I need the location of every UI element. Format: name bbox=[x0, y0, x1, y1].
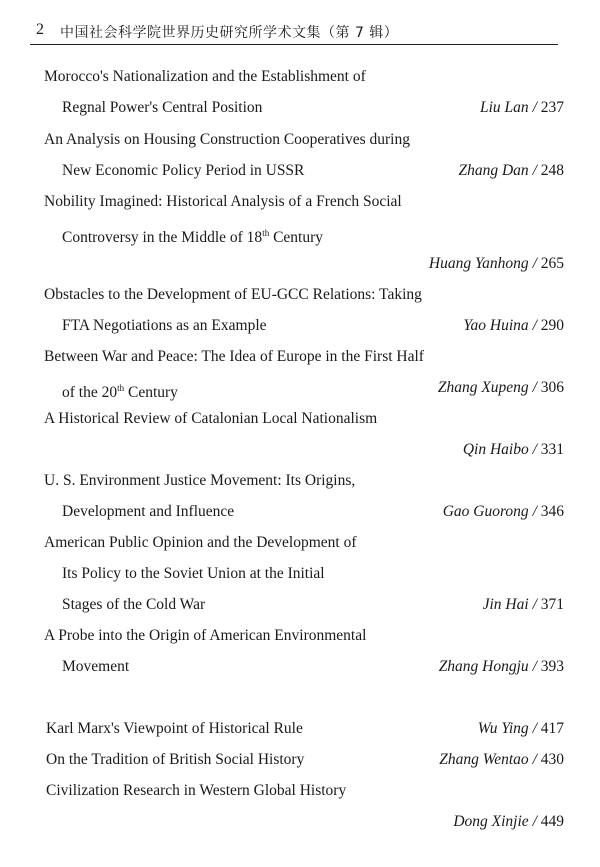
toc-entry-title-line: FTA Negotiations as an Example Yao Huina / 290 bbox=[62, 315, 564, 337]
running-header bbox=[30, 18, 558, 45]
toc-entry-title-line: of the 20th Century Zhang Xupeng / 306 bbox=[62, 379, 564, 402]
toc-entry-title-line: An Analysis on Housing Construction Cooperatives during bbox=[44, 131, 410, 148]
toc-entry-title-line: Its Policy to the Soviet Union at the Initial bbox=[62, 565, 325, 582]
toc-entry-title-line: Obstacles to the Development of EU-GCC Relations: Taking bbox=[44, 286, 422, 303]
toc-entry-author: Zhang Hongju / 393 bbox=[438, 658, 564, 675]
toc-entry-page: 371 bbox=[540, 596, 564, 613]
toc-entry-title-line: Stages of the Cold War Jin Hai / 371 bbox=[62, 594, 564, 616]
toc-entry-author: Jin Hai / 371 bbox=[482, 596, 564, 613]
toc-entry-page: 331 bbox=[540, 441, 564, 458]
toc-entry-title-line: Karl Marx's Viewpoint of Historical Rule Wu Ying / 417 bbox=[46, 718, 564, 740]
toc-entry-author: Dong Xinjie / 449 bbox=[453, 813, 564, 830]
toc-entry-title-line: Civilization Research in Western Global History bbox=[46, 782, 347, 799]
toc-entry-page: 417 bbox=[540, 720, 564, 737]
toc-entry-author: Qin Haibo / 331 bbox=[462, 441, 564, 458]
toc-entry-page: 237 bbox=[540, 99, 564, 116]
toc-entry-title-line: Regnal Power's Central Position Liu Lan / 237 bbox=[62, 97, 564, 119]
toc-entry-title-line: On the Tradition of British Social History Zhang Wentao / 430 bbox=[46, 749, 564, 771]
toc-entry-page: 393 bbox=[540, 658, 564, 675]
toc-entry-page: 449 bbox=[540, 813, 564, 830]
toc-entry-author: Gao Guorong / 346 bbox=[442, 503, 564, 520]
toc-entry-page: 430 bbox=[540, 751, 564, 768]
toc-entry-author: Zhang Dan / 248 bbox=[458, 162, 564, 179]
toc-entry-author: Zhang Wentao / 430 bbox=[439, 751, 564, 768]
toc-entry-author: Yao Huina / 290 bbox=[463, 317, 564, 334]
toc-entry-page: 248 bbox=[540, 162, 564, 179]
toc-entry-title-line: American Public Opinion and the Development of bbox=[44, 534, 357, 551]
toc-entry-page: 346 bbox=[540, 503, 564, 520]
toc-entry-title-line: Morocco's Nationalization and the Establishment of bbox=[44, 68, 366, 85]
toc-entry-title-line: Controversy in the Middle of 18th Century bbox=[62, 228, 324, 247]
toc-entry-page: 265 bbox=[540, 255, 564, 272]
toc-entry-author-line bbox=[44, 253, 564, 275]
toc-entry-title-line: Between War and Peace: The Idea of Europe in the First Half bbox=[44, 348, 424, 365]
toc-entry-title-line: A Probe into the Origin of American Environmental bbox=[44, 627, 367, 644]
toc-entry-page: 306 bbox=[540, 379, 564, 396]
toc-entry-title-line: Nobility Imagined: Historical Analysis of a French Social bbox=[44, 193, 402, 210]
toc-entry-author-line bbox=[44, 439, 564, 461]
running-title: 中国社会科学院世界历史研究所学术文集（第 7 辑） bbox=[60, 25, 399, 41]
toc-entry-author: Zhang Xupeng / 306 bbox=[437, 379, 564, 396]
toc-entry-page: 290 bbox=[540, 317, 564, 334]
toc-entry-author-line bbox=[46, 811, 564, 833]
page-number: 2 bbox=[36, 21, 44, 38]
toc-entry-author: Wu Ying / 417 bbox=[477, 720, 564, 737]
toc-entry-author: Liu Lan / 237 bbox=[480, 99, 564, 116]
toc-entry-title-line: A Historical Review of Catalonian Local Nationalism bbox=[44, 410, 378, 427]
toc-entry-title-line: Movement Zhang Hongju / 393 bbox=[62, 656, 564, 678]
toc-entry-title-line: U. S. Environment Justice Movement: Its Origins, bbox=[44, 472, 356, 489]
toc-entry-title-line: Development and Influence Gao Guorong / 346 bbox=[62, 501, 564, 523]
toc-entry-title-line: New Economic Policy Period in USSR Zhang Dan / 248 bbox=[62, 160, 564, 182]
toc-entry-author: Huang Yanhong / 265 bbox=[428, 255, 564, 272]
